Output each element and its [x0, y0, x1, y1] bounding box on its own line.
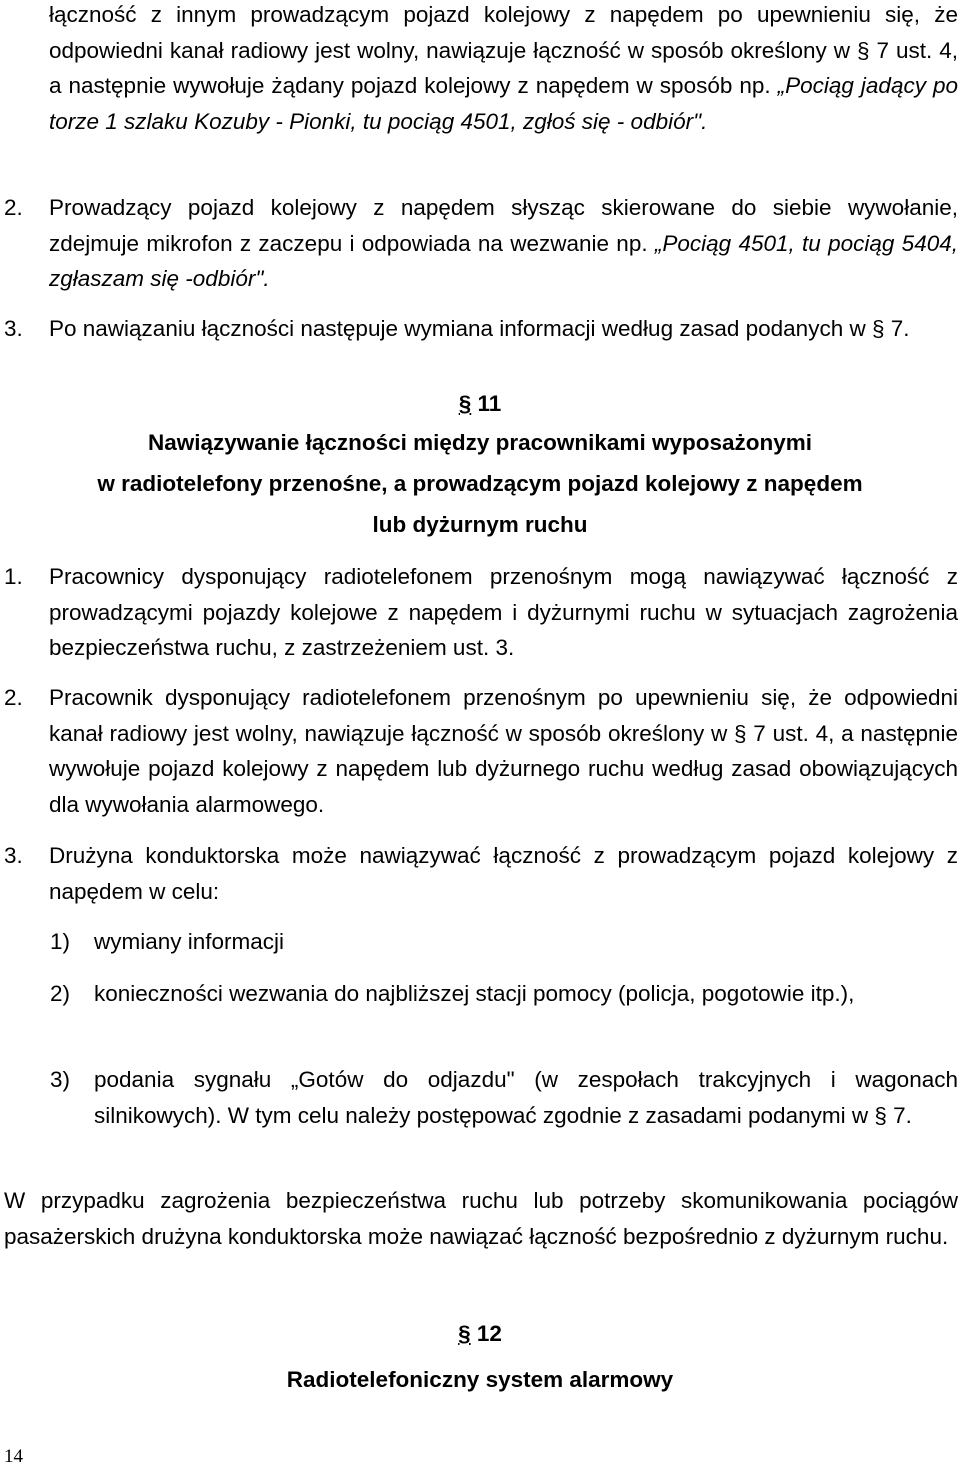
- section11-heading: [0, 384, 960, 424]
- item-number: 3.: [4, 316, 23, 341]
- subitem-number: 2): [50, 981, 71, 1006]
- section12-title: Radiotelefoniczny system alarmowy: [286, 1367, 674, 1392]
- page-number: 14: [4, 1446, 23, 1467]
- item1-continued-text: łączność z innym prowadzącym pojazd kolejowy z napędem po upewnieniu się, że odpowiedni kanał radiowy jest wolny, nawiązuje łączność w sposób określony w § 7 ust. 4, a następnie wywołuje żądany pojazd kolejowy z napędem w sposób np.: [49, 2, 958, 98]
- section11-item3: [4, 838, 958, 909]
- closing-paragraph: W przypadku zagrożenia bezpieczeństwa ruchu lub potrzeby skomunikowania pociągów pasażerskich drużyna konduktorska może nawiązać łączność bezpośrednio z dyżurnym ruchu.: [4, 1188, 958, 1249]
- section-number: 11: [477, 391, 502, 416]
- subitem-number: 3): [50, 1067, 71, 1092]
- section11-item1: [4, 559, 958, 666]
- item2-text: Pracownik dysponujący radiotelefonem przenośnym po upewnieniu się, że odpowiedni kanał radiowy jest wolny, nawiązuje łączność w sposób określony w § 7 ust. 4, a następnie wywołuje pojazd kolejowy z napędem lub dyżurnego ruchu według zasad obowiązujących dla wywołania alarmowego.: [49, 685, 958, 817]
- item3-text: Drużyna konduktorska może nawiązywać łączność z prowadzącym pojazd kolejowy z napędem w celu:: [49, 843, 958, 904]
- section11-title-line1: Nawiązywanie łączności między pracownikami wyposażonymi: [148, 430, 812, 455]
- section-number: 12: [476, 1321, 502, 1346]
- item-number: 3.: [4, 843, 23, 868]
- item2-example: „Pociąg 4501, tu pociąg 5404, zgłaszam się -odbiór".: [49, 230, 958, 291]
- subitem-text: konieczności wezwania do najbliższej stacji pomocy (policja, pogotowie itp.),: [94, 981, 855, 1006]
- item1-text: Pracownicy dysponujący radiotelefonem przenośnym mogą nawiązywać łączność z prowadzącymi pojazdy kolejowe z napędem i dyżurnymi ruchu w sytuacjach zagrożenia bezpieczeństwa ruchu, z zastrzeżeniem ust. 3.: [49, 564, 958, 660]
- item2-text: Prowadzący pojazd kolejowy z napędem słysząc skierowane do siebie wywołanie, zdejmuje mikrofon z zaczepu i odpowiada na wezwanie np.: [49, 195, 958, 256]
- item1-example: „Pociąg jadący po torze 1 szlaku Kozuby - Pionki, tu pociąg 4501, zgłoś się - odbiór".: [49, 73, 958, 134]
- section-sign: §: [458, 1321, 471, 1346]
- section11-title-line3: lub dyżurnym ruchu: [372, 512, 588, 537]
- item-number: 1.: [4, 564, 23, 589]
- item3-text: Po nawiązaniu łączności następuje wymiana informacji według zasad podanych w § 7.: [49, 316, 910, 341]
- item-number: 2.: [4, 685, 23, 710]
- section10-item2: [4, 190, 958, 297]
- subitem-number: 1): [50, 929, 71, 954]
- section10-item1-continued: [4, 0, 958, 139]
- section11-item2: [4, 680, 958, 822]
- subitem-1: [50, 924, 958, 960]
- subitem-text: podania sygnału „Gotów do odjazdu" (w zespołach trakcyjnych i wagonach silnikowych). W tym celu należy postępować zgodnie z zasadami podanymi w § 7.: [94, 1067, 958, 1128]
- subitem-3: [50, 1062, 958, 1133]
- section11-title-line2: w radiotelefony przenośne, a prowadzącym pojazd kolejowy z napędem: [97, 471, 863, 496]
- subitem-text: wymiany informacji: [94, 929, 285, 954]
- section10-item3: [4, 311, 958, 347]
- item-number: 2.: [4, 195, 23, 220]
- section-sign: §: [458, 391, 472, 416]
- section12-heading: [0, 1314, 960, 1354]
- subitem-2: [50, 976, 958, 1012]
